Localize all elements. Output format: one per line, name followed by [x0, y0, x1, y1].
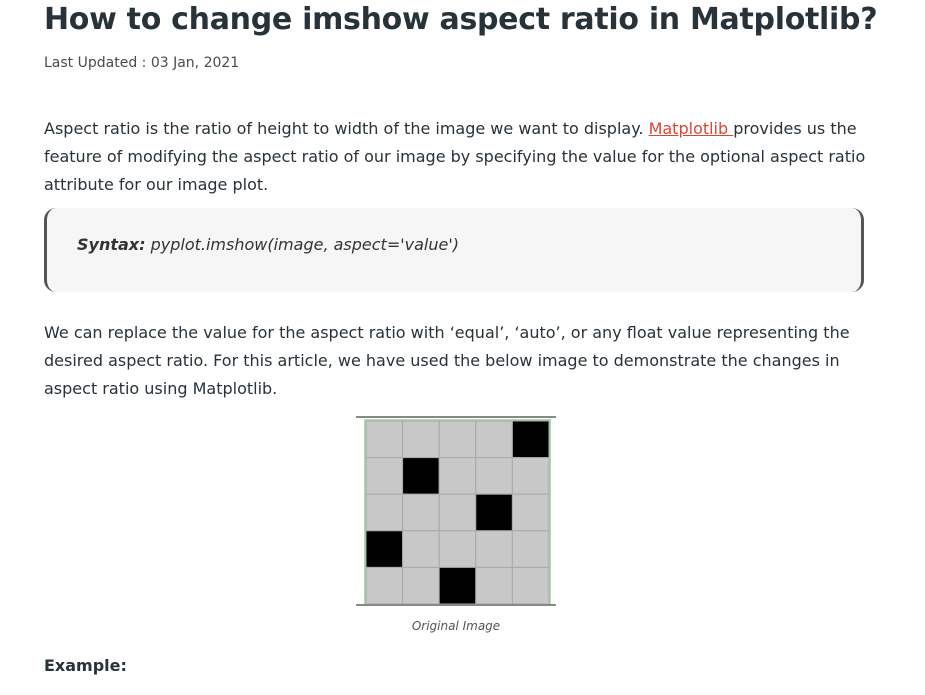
intro-text-before: Aspect ratio is the ratio of height to width of the image we want to display. [44, 119, 649, 138]
last-updated: Last Updated : 03 Jan, 2021 [44, 55, 240, 71]
intro-text-after: provides us the feature of modifying the aspect ratio of our image by specifying the value for the optional aspect ratio attribute for our image plot. [44, 119, 866, 194]
grid-cell [366, 458, 403, 495]
grid-cell [439, 567, 476, 604]
grid-cell [476, 421, 513, 458]
grid-cell [476, 458, 513, 495]
grid-cell [366, 494, 403, 531]
grid-cell [512, 421, 549, 458]
grid-cell [366, 531, 403, 568]
syntax-block [44, 208, 864, 292]
original-image-figure [356, 415, 556, 607]
page-title: How to change imshow aspect ratio in Matplotlib? [44, 2, 878, 37]
grid-cell [439, 458, 476, 495]
grid-cell [366, 421, 403, 458]
grid-cell [512, 567, 549, 604]
matplotlib-link[interactable]: Matplotlib [648, 119, 734, 138]
grid-cell [403, 567, 440, 604]
grid-cell [476, 567, 513, 604]
syntax-label: Syntax: [77, 235, 146, 254]
grid-cell [439, 531, 476, 568]
grid-cell [439, 421, 476, 458]
syntax-code: pyplot.imshow(image, aspect='value') [145, 235, 459, 254]
figure-caption: Original Image [411, 619, 501, 633]
syntax-text [77, 235, 459, 254]
grid-cell [512, 494, 549, 531]
grid-cell [403, 421, 440, 458]
grid-cell [512, 531, 549, 568]
grid-cell [403, 458, 440, 495]
grid-cell [403, 531, 440, 568]
grid-cell [403, 494, 440, 531]
aspect-paragraph: We can replace the value for the aspect ratio with ‘equal’, ‘auto’, or any float value representing the desired aspect ratio. For this article, we have used the below image to demonstrate the changes in aspect ratio using Matplotlib. [44, 323, 850, 398]
original-image-grid [356, 415, 556, 607]
grid-cell [439, 494, 476, 531]
example-label: Example: [44, 656, 127, 675]
grid-cell [512, 458, 549, 495]
intro-paragraph [44, 115, 874, 199]
grid-cell [476, 531, 513, 568]
grid-cell [476, 494, 513, 531]
grid-cell [366, 567, 403, 604]
